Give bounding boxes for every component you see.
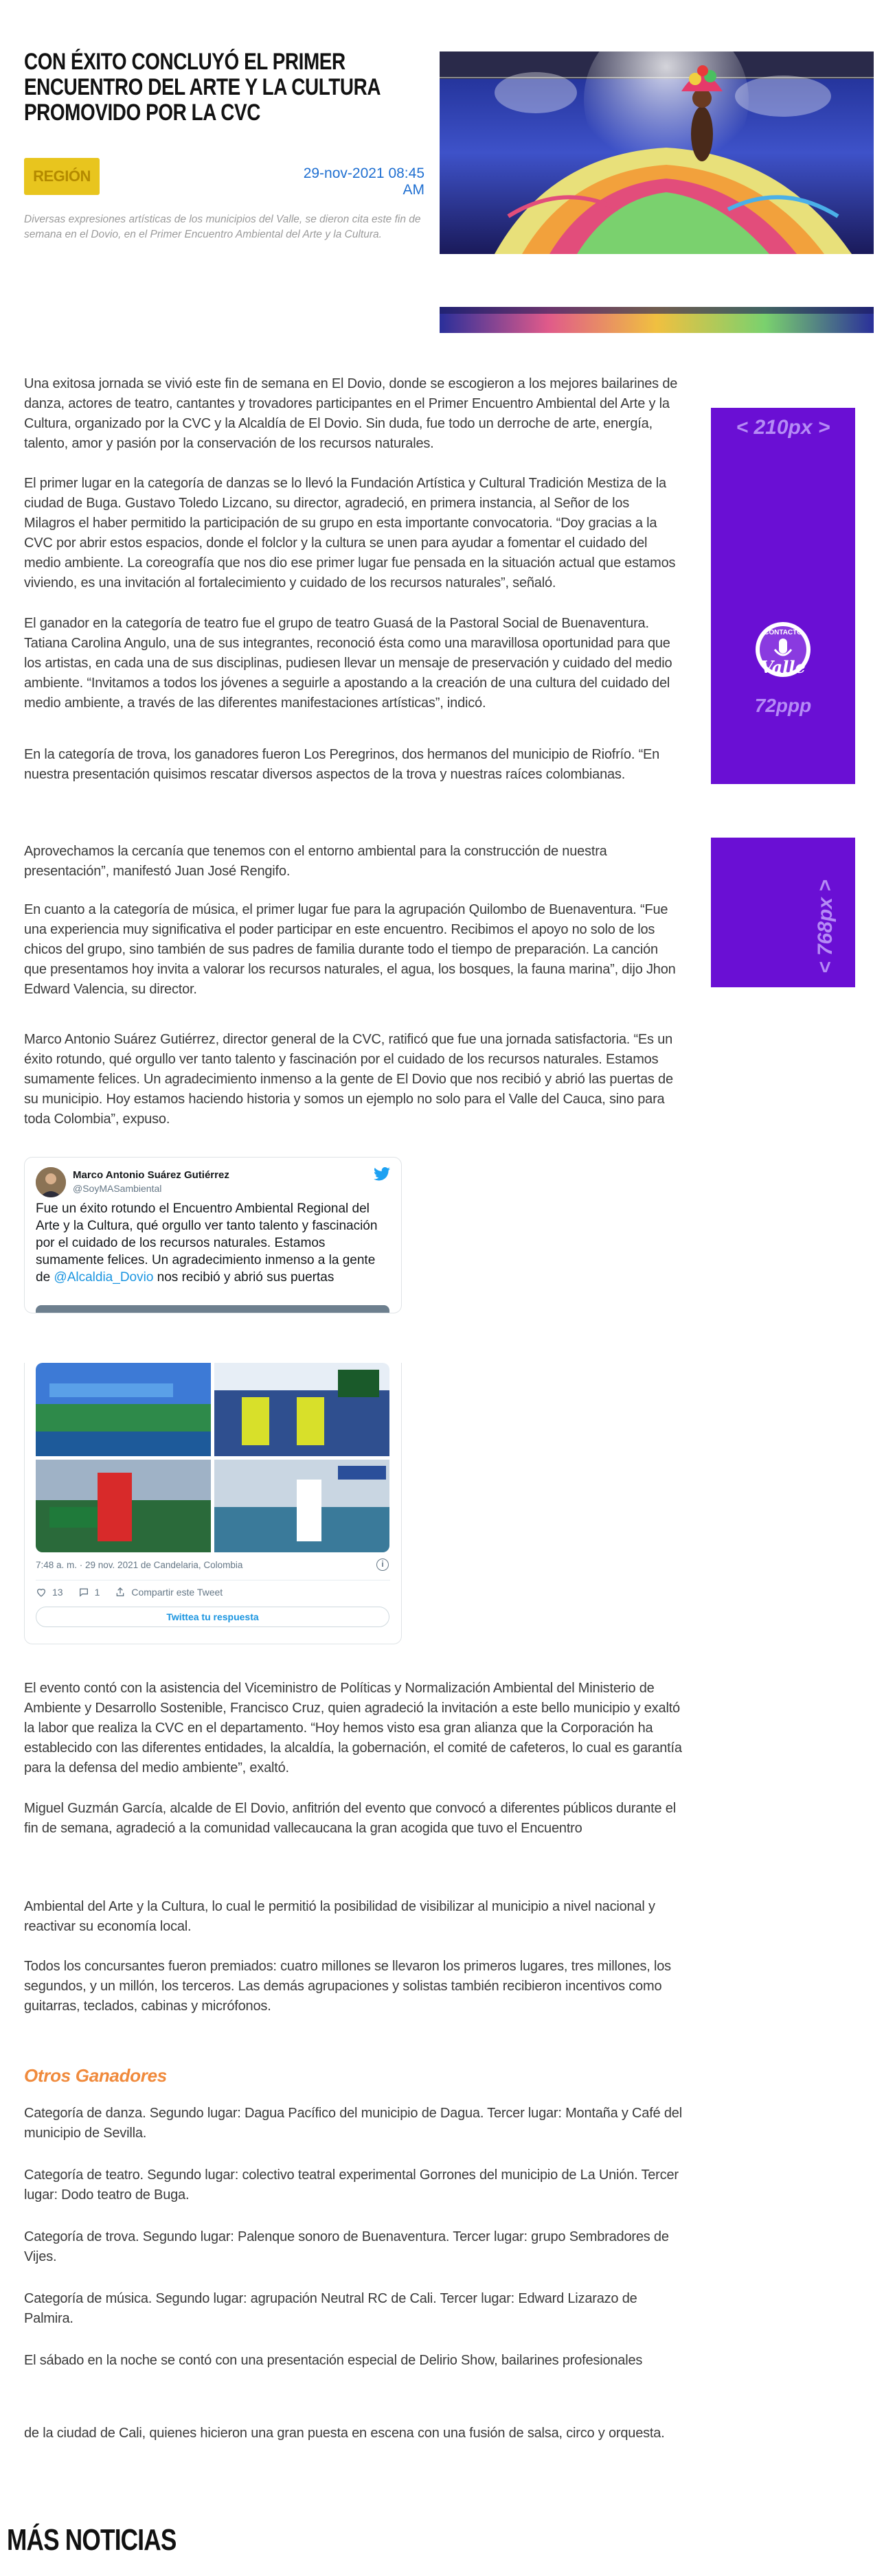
paragraph: En cuanto a la categoría de música, el primer lugar fue para la agrupación Quilombo de Buenaventura. “Fue una experiencia muy significativa el poder participar en este encuentro. Recibimos el apoyo no solo de los chicos del grupo, sino también de sus padres de familia durante todo el tiempo de preparación. La canción que presentamos hoy invita a valorar los recursos naturales, el agua, los bosques, la fauna marina”, dijo Jhon Edward Valencia, su director. [24, 902, 676, 997]
contacto-valle-logo [753, 619, 813, 688]
like-button[interactable]: 13 [36, 1587, 63, 1598]
more-news-heading: MÁS NOTICIAS [7, 2523, 177, 2557]
share-button[interactable]: Compartir este Tweet [115, 1587, 223, 1598]
tweet-actions [36, 1587, 223, 1598]
paragraph: Categoría de teatro. Segundo lugar: colectivo teatral experimental Gorrones del municipio de La Unión. Tercer lugar: Dodo teatro de Buga. [24, 2167, 679, 2203]
secondary-image-strip [440, 307, 874, 333]
image-caption: Diversas expresiones artísticas de los municipios del Valle, se dieron cita este fin de semana en el Dovio, en el Primer Encuentro Ambiental del Arte y la Cultura. [24, 214, 421, 240]
ad-size-label: < 768px > [814, 879, 837, 974]
embedded-tweet[interactable] [24, 1157, 402, 1313]
heart-icon [36, 1587, 47, 1598]
tweet-reply-button[interactable]: Twittea tu respuesta [36, 1607, 389, 1627]
paragraph: El ganador en la categoría de teatro fue el grupo de teatro Guasá de la Pastoral Social de Buenaventura. Tatiana Carolina Angulo, una de sus integrantes, reconoció ésta como una maravillosa oportunidad para que los artistas, en cada una de sus disciplinas, pudiesen llevar un mensaje de preservación y cuidado del medio ambiente. “Invitamos a todos los jóvenes a seguirle a apostando a la creación de una cultura del cuidado del medio ambiente, a través de las diferentes manifestaciones artísticas”, indicó. [24, 616, 672, 711]
paragraph: Miguel Guzmán García, alcalde de El Dovio, anfitrión del evento que convocó a diferentes públicos durante el fin de semana, agradeció a la comunidad vallecaucana la gran acogida que tuvo el Encuentro [24, 1801, 676, 1836]
hero-image [440, 51, 874, 254]
reply-count-button[interactable]: 1 [78, 1587, 100, 1598]
category-badge[interactable]: REGIÓN [24, 158, 100, 195]
tweet-text: Fue un éxito rotundo el Encuentro Ambiental Regional del Arte y la Cultura, qué orgullo ver tanto talento y fascinación por el cuidado de los recursos naturales. Estamos sumamente felices. Un agradecimiento inmenso a la gente de @Alcaldia_Dovio nos recibió y abrió sus puertas [36, 1201, 378, 1285]
paragraph: Categoría de música. Segundo lugar: agrupación Neutral RC de Cali. Tercer lugar: Edward Lizarazo de Palmira. [24, 2291, 637, 2326]
twitter-bird-icon[interactable] [374, 1167, 390, 1181]
paragraph: Ambiental del Arte y la Cultura, lo cual le permitió la posibilidad de visibilizar al municipio a nivel nacional y reactivar su economía local. [24, 1899, 655, 1934]
tweet-author-handle[interactable]: @SoyMASambiental [73, 1183, 162, 1194]
paragraph: Una exitosa jornada se vivió este fin de semana en El Dovio, donde se escogieron a los mejores bailarines de danza, actores de teatro, cantantes y trovadores participantes en el Primer Encuentro Ambiental del Arte y la Cultura, organizado por la CVC y la Alcaldía de El Dovio. Sin duda, fue todo un derroche de arte, energía, talento, amor y pasión por la conservación de los recursos naturales. [24, 376, 678, 451]
paragraph: Categoría de danza. Segundo lugar: Dagua Pacífico del municipio de Dagua. Tercer lugar: Montaña y Café del municipio de Sevilla. [24, 2106, 682, 2141]
paragraph: Marco Antonio Suárez Gutiérrez, director general de la CVC, ratificó que fue una jornada satisfactoria. “Es un éxito rotundo, qué orgullo ver tanto talento y fascinación por el cuidado de los recursos naturales. Estamos sumamente felices. Un agradecimiento inmenso a la gente de El Dovio que nos recibió y abrió las puertas de su municipio. Hoy estamos haciendo historia y somos un ejemplo no solo para el Valle del Cauca, sino para toda Colombia”, expuso. [24, 1032, 673, 1127]
section-subheading: Otros Ganadores [24, 2065, 167, 2086]
comment-icon [78, 1587, 89, 1598]
svg-text:Valle: Valle [760, 657, 806, 677]
tweet-mention-link[interactable]: @Alcaldia_Dovio [54, 1270, 154, 1285]
avatar[interactable] [36, 1167, 66, 1197]
paragraph: Todos los concursantes fueron premiados: cuatro millones se llevaron los primeros lugares, tres millones, los segundos, y un millón, los terceros. Las demás agrupaciones y solistas también recibieron incentivos como guitarras, teclados, cabinas y micrófonos. [24, 1959, 671, 2014]
tweet-image-preview[interactable] [36, 1305, 389, 1313]
article-title: CON ÉXITO CONCLUYÓ EL PRIMER ENCUENTRO DEL ARTE Y LA CULTURA PROMOVIDO POR LA CVC [24, 49, 381, 126]
article-date: 29-nov-2021 08:45 AM [303, 165, 424, 198]
svg-text:CONTACTO: CONTACTO [764, 629, 802, 636]
ad-size-label: < 210px > [736, 416, 830, 439]
paragraph: de la ciudad de Cali, quienes hicieron una gran puesta en escena con una fusión de salsa, circo y orquesta. [24, 2426, 665, 2441]
ad-banner-vertical[interactable] [711, 408, 855, 784]
ad-banner-square[interactable] [711, 838, 855, 987]
paragraph: El sábado en la noche se contó con una presentación especial de Delirio Show, bailarines profesionales [24, 2353, 643, 2368]
tweet-author-name[interactable]: Marco Antonio Suárez Gutiérrez [73, 1169, 229, 1181]
paragraph: En la categoría de trova, los ganadores fueron Los Peregrinos, dos hermanos del municipio de Riofrío. “En nuestra presentación quisimos rescatar diversos aspectos de la trova y nuestras raíces colombianas. [24, 747, 660, 782]
paragraph: El evento contó con la asistencia del Viceministro de Políticas y Normalización Ambiental del Ministerio de Ambiente y Desarrollo Sostenible, Francisco Cruz, quien agradeció la invitación a este bello municipio y exaltó la labor que realiza la CVC en el departamento. “Hoy hemos visto esa gran alianza que la Corporación ha establecido con las diferentes entidades, la alcaldía, la gobernación, el comité de cafeteros, lo cual es garantía para la defensa del medio ambiente”, exaltó. [24, 1681, 682, 1775]
paragraph: El primer lugar en la categoría de danzas se lo llevó la Fundación Artística y Cultural Tradición Mestiza de la ciudad de Buga. Gustavo Toledo Lizcano, su director, agradeció, en primera instancia, al Señor de los Milagros el haber permitido la participación de su grupo en esta importante convocatoria. “Doy gracias a la CVC por abrir estos espacios, donde el folclor y la cultura se unen para ayudar a fomentar el cuidado del medio ambiente. La coreografía que nos dio ese primer lugar fue pensada en la situación actual que estamos viviendo, es una invitación al fortalecimiento y cuidado de los recursos naturales”, señaló. [24, 476, 676, 590]
share-icon [115, 1587, 126, 1598]
info-icon[interactable]: i [376, 1559, 389, 1571]
embedded-tweet-media[interactable] [24, 1363, 402, 1644]
paragraph: Aprovechamos la cercanía que tenemos con el entorno ambiental para la construcción de nuestra presentación”, manifestó Juan José Rengifo. [24, 844, 607, 879]
paragraph: Categoría de trova. Segundo lugar: Palenque sonoro de Buenaventura. Tercer lugar: grupo Sembradores de Vijes. [24, 2229, 669, 2264]
ad-resolution-label: 72ppp [754, 695, 812, 716]
tweet-timestamp[interactable]: 7:48 a. m. · 29 nov. 2021 de Candelaria, Colombia [36, 1560, 243, 1570]
tweet-photo-grid[interactable] [36, 1363, 389, 1552]
